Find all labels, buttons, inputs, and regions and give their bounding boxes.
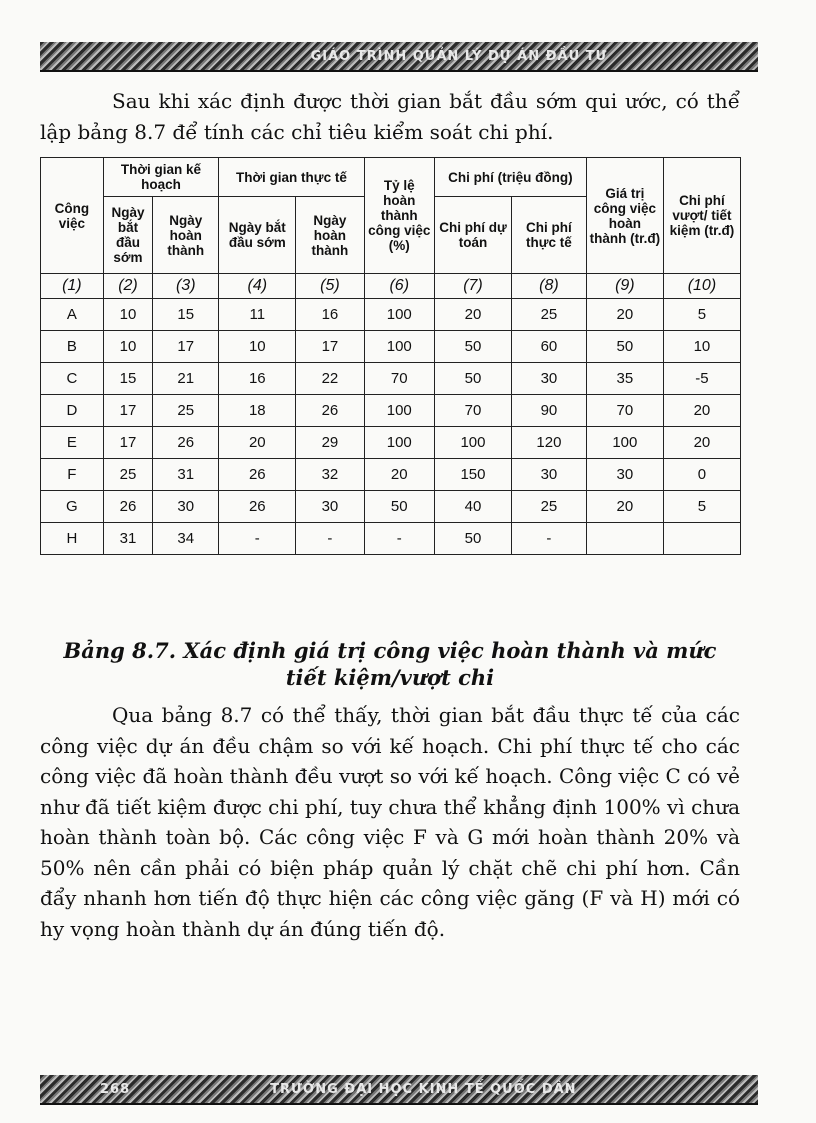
page-number: 268 [100,1081,131,1097]
table-cell: 100 [586,427,663,459]
table-cell: 34 [153,523,219,555]
table-cell: 50 [434,363,511,395]
table-cell: 50 [434,331,511,363]
table-cell: 0 [663,459,740,491]
column-number: (4) [219,274,296,299]
table-cell: 25 [103,459,153,491]
header-vuot-tiet-kiem: Chi phí vượt/ tiết kiệm (tr.đ) [663,158,740,274]
table-cell: C [41,363,104,395]
table-cell: - [296,523,364,555]
table-cell: 100 [434,427,511,459]
table-cell: 100 [364,395,434,427]
column-number: (10) [663,274,740,299]
table-cell: 15 [103,363,153,395]
table-body [41,299,741,555]
column-number: (7) [434,274,511,299]
table-cell: 50 [434,523,511,555]
table-cell: E [41,427,104,459]
header-ngay-hoan-thanh: Ngày hoàn thành [153,197,219,274]
table-row [41,299,741,331]
table-cell: 17 [103,427,153,459]
table-cell: 30 [296,491,364,523]
table-cell: 20 [586,491,663,523]
table-cell: F [41,459,104,491]
table-cell: 17 [103,395,153,427]
table-cell: 22 [296,363,364,395]
column-number: (9) [586,274,663,299]
column-number-row [41,274,741,299]
table-cell: 17 [153,331,219,363]
table-cell: 20 [663,395,740,427]
table-row [41,395,741,427]
table-cell: 10 [103,331,153,363]
table-cell: 5 [663,491,740,523]
table-cell: 30 [512,459,587,491]
header-tt-ngay-bat-dau-som: Ngày bắt đầu sớm [219,197,296,274]
body-paragraph: Qua bảng 8.7 có thể thấy, thời gian bắt đầu thực tế của các công việc dự án đều chậm so với kế hoạch. Chi phí thực tế cho các công việc đã hoàn thành đều vượt so với kế hoạch. Công việc C có vẻ như đã tiết kiệm được chi phí, tuy chưa thể khẳng định 100% vì chưa hoàn thành toàn bộ. Các công việc F và G mới hoàn thành 20% và 50% nên cần phải có biện pháp quản lý chặt chẽ chi phí hơn. Cần đẩy nhanh hơn tiến độ thực hiện các công việc găng (F và H) mới có hy vọng hoàn thành dự án đúng tiến độ. [40,703,740,941]
column-number: (8) [512,274,587,299]
header-chi-phi-du-toan: Chi phí dự toán [434,197,511,274]
table-cell: 26 [296,395,364,427]
header-tt-ngay-hoan-thanh: Ngày hoàn thành [296,197,364,274]
intro-paragraph: Sau khi xác định được thời gian bắt đầu sớm qui ước, có thể lập bảng 8.7 để tính các chỉ tiêu kiểm soát chi phí. [40,89,740,144]
header-thoi-gian-ke-hoach: Thời gian kế hoạch [103,158,219,197]
table-cell: 29 [296,427,364,459]
table-cell: 18 [219,395,296,427]
header-banner [40,42,758,72]
table-cell: 5 [663,299,740,331]
table-cell: 30 [586,459,663,491]
table-cell: 100 [364,299,434,331]
table-cell: 15 [153,299,219,331]
table-row [41,459,741,491]
table-cell: - [219,523,296,555]
table-cell: 10 [663,331,740,363]
table-cell: B [41,331,104,363]
table-row [41,363,741,395]
column-number: (3) [153,274,219,299]
table-cell: 50 [586,331,663,363]
table-cell: 20 [219,427,296,459]
table-cell: 31 [103,523,153,555]
table-cell: 26 [153,427,219,459]
table-caption: Bảng 8.7. Xác định giá trị công việc hoàn thành và mức tiết kiệm/vượt chi [63,638,717,690]
header-cong-viec: Công việc [41,158,104,274]
table-cell: 32 [296,459,364,491]
table-cell: 35 [586,363,663,395]
table-row [41,491,741,523]
table-cell: D [41,395,104,427]
table-cell: A [41,299,104,331]
table-cell: 20 [364,459,434,491]
table-cell: -5 [663,363,740,395]
column-number: (5) [296,274,364,299]
table-cell: 50 [364,491,434,523]
column-number: (2) [103,274,153,299]
table-cell: 40 [434,491,511,523]
table-cell: 26 [219,459,296,491]
table-row [41,331,741,363]
cost-control-table [40,157,741,555]
table-cell: 120 [512,427,587,459]
table-cell: 30 [153,491,219,523]
table-cell: 70 [586,395,663,427]
table-cell: 16 [296,299,364,331]
table-cell: 70 [364,363,434,395]
table-cell: 70 [434,395,511,427]
header-gia-tri-hoan-thanh: Giá trị công việc hoàn thành (tr.đ) [586,158,663,274]
table-cell: 20 [586,299,663,331]
column-number: (1) [41,274,104,299]
table-cell: G [41,491,104,523]
table-cell: 60 [512,331,587,363]
header-ngay-bat-dau-som: Ngày bắt đầu sớm [103,197,153,274]
header-chi-phi-thuc-te: Chi phí thực tế [512,197,587,274]
table-cell: 25 [512,491,587,523]
table-cell: 30 [512,363,587,395]
table-cell: 25 [512,299,587,331]
table-cell: 90 [512,395,587,427]
header-ty-le-hoan-thanh: Tỷ lệ hoàn thành công việc (%) [364,158,434,274]
footer-banner [40,1075,758,1105]
table-cell: 100 [364,427,434,459]
table-cell [663,523,740,555]
header-thoi-gian-thuc-te: Thời gian thực tế [219,158,364,197]
table-cell: 10 [219,331,296,363]
table-cell: 150 [434,459,511,491]
header-chi-phi: Chi phí (triệu đồng) [434,158,586,197]
table-cell: 20 [434,299,511,331]
table-cell: - [512,523,587,555]
footer-banner-text: TRƯỜNG ĐẠI HỌC KINH TẾ QUỐC DÂN [270,1081,577,1097]
table-cell: 21 [153,363,219,395]
table-cell: 26 [219,491,296,523]
table-cell: 20 [663,427,740,459]
table-cell: 100 [364,331,434,363]
table-cell: H [41,523,104,555]
table-cell: 17 [296,331,364,363]
table-cell: 10 [103,299,153,331]
table-cell [586,523,663,555]
table-row [41,427,741,459]
table-cell: 25 [153,395,219,427]
table-cell: 26 [103,491,153,523]
table-cell: 31 [153,459,219,491]
table-row [41,523,741,555]
table-cell: - [364,523,434,555]
table-cell: 11 [219,299,296,331]
header-banner-text: GIÁO TRÌNH QUẢN LÝ DỰ ÁN ĐẦU TƯ [310,48,608,64]
table-cell: 16 [219,363,296,395]
column-number: (6) [364,274,434,299]
